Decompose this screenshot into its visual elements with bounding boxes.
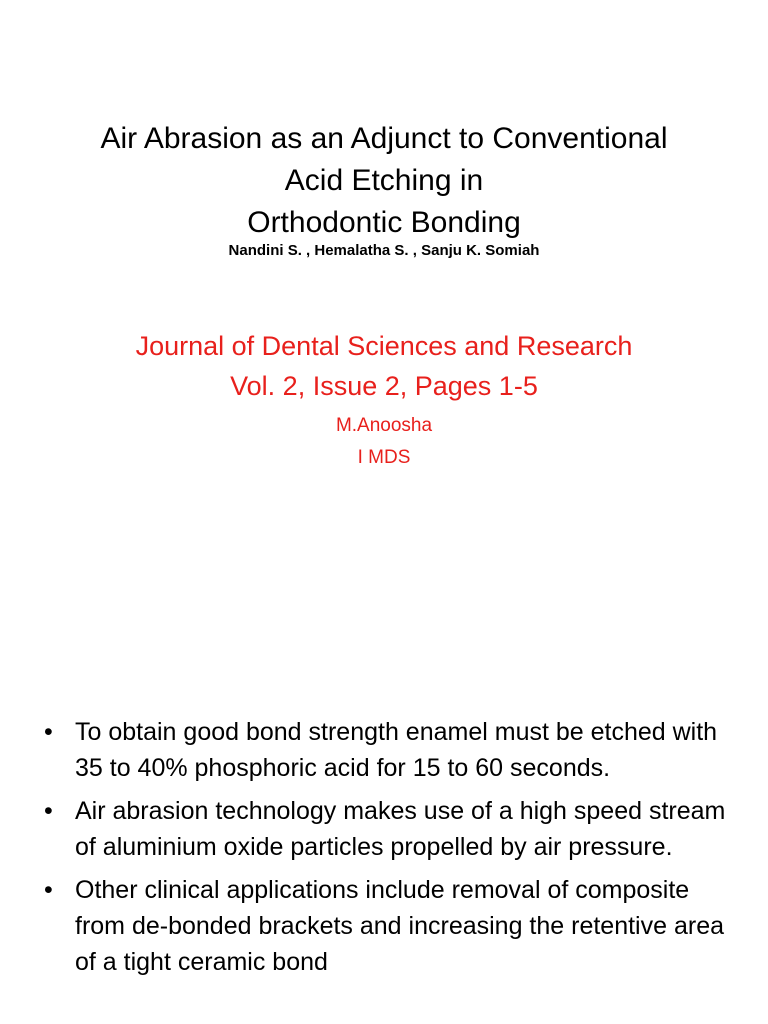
title-line: Orthodontic Bonding bbox=[247, 206, 521, 239]
content-slide bbox=[0, 640, 768, 1024]
presenter-info bbox=[40, 410, 728, 474]
paper-title bbox=[40, 118, 728, 244]
presenter-name: M.Anoosha bbox=[335, 415, 433, 436]
bullet-list bbox=[40, 714, 730, 987]
bullet-item bbox=[40, 714, 730, 786]
bullet-icon: • bbox=[44, 797, 53, 825]
journal-volume: Vol. 2, Issue 2, Pages 1-5 bbox=[230, 371, 538, 401]
presenter-degree: I MDS bbox=[357, 447, 411, 468]
bullet-text: To obtain good bond strength enamel must be etched with 35 to 40% phosphoric acid for 15 to 60 seconds. bbox=[75, 718, 718, 782]
bullet-item bbox=[40, 793, 730, 865]
bullet-text: Air abrasion technology makes use of a high speed stream of aluminium oxide particles propelled by air pressure. bbox=[75, 797, 726, 861]
title-line: Air Abrasion as an Adjunct to Conventional bbox=[100, 122, 668, 155]
bullet-icon: • bbox=[44, 718, 53, 746]
bullet-item bbox=[40, 872, 730, 980]
bullet-icon: • bbox=[44, 876, 53, 904]
bullet-text: Other clinical applications include removal of composite from de-bonded brackets and increasing the retentive area of a tight ceramic bond bbox=[75, 876, 724, 976]
journal-name: Journal of Dental Sciences and Research bbox=[135, 331, 633, 361]
title-line: Acid Etching in bbox=[284, 164, 484, 197]
authors-line: Nandini S. , Hemalatha S. , Sanju K. Somiah bbox=[228, 242, 540, 259]
journal-citation bbox=[20, 326, 748, 406]
